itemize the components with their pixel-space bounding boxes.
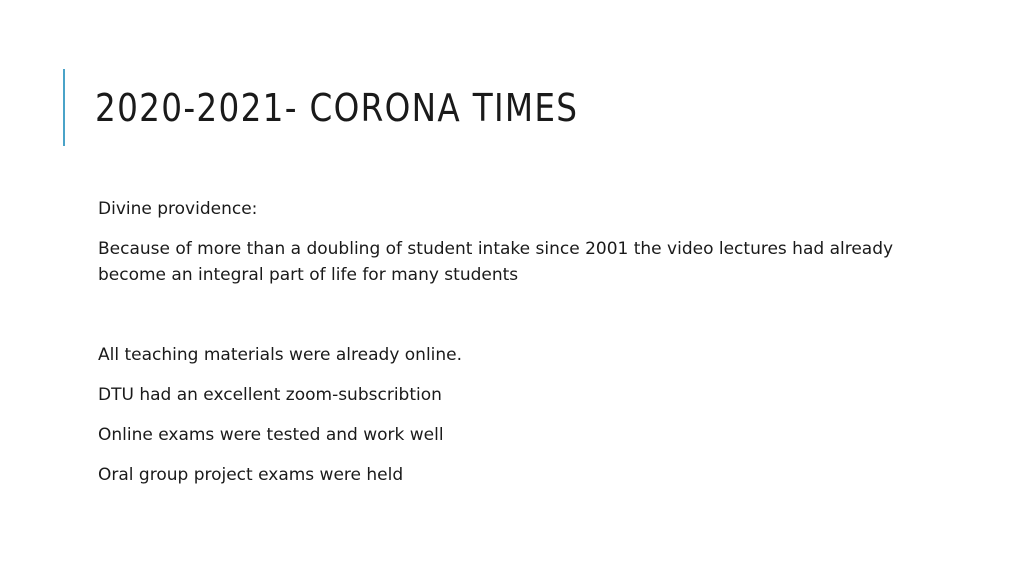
body-paragraph-divine-providence: Divine providence:	[98, 199, 258, 219]
body-paragraph-video-lectures: Because of more than a doubling of student intake since 2001 the video lectures had already become an integral part of life for many students	[98, 239, 894, 285]
body-paragraph-oral-exams: Oral group project exams were held	[98, 465, 404, 485]
body-paragraph-online-exams: Online exams were tested and work well	[98, 425, 444, 445]
body-paragraph-teaching-materials: All teaching materials were already online.	[98, 345, 463, 365]
empty-line	[98, 302, 958, 328]
slide-body	[98, 196, 958, 502]
title-accent-bar	[63, 69, 65, 146]
body-paragraph-zoom-subscription: DTU had an excellent zoom-subscribtion	[98, 385, 442, 405]
slide-title: 2020-2021- CORONA TIMES	[95, 86, 579, 130]
